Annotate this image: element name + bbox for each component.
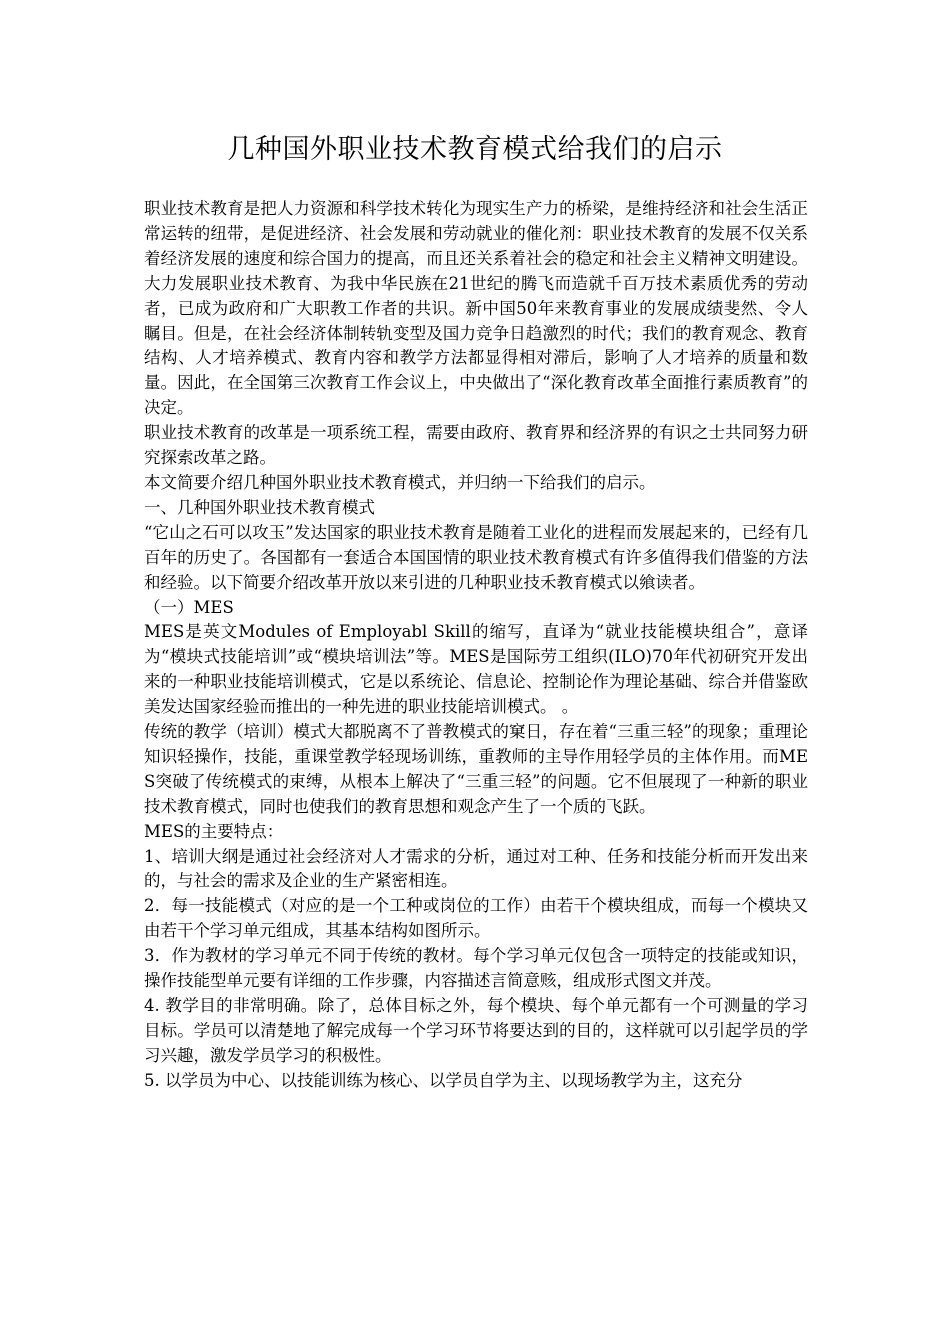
paragraph: 职业技术教育的改革是一项系统工程，需要由政府、教育界和经济界的有识之士共同努力研究探索改革之路。 xyxy=(144,423,808,468)
document-title: 几种国外职业技术教育模式给我们的启示 xyxy=(227,134,723,165)
paragraph: 职业技术教育是把人力资源和科学技术转化为现实生产力的桥梁，是维持经济和社会生活正常运转的纽带，是促进经济、社会发展和劳动就业的催化剂：职业技术教育的发展不仅关系着经济发展的速度和综合国力的提高，而且还关系着社会的稳定和社会主义精神文明建设。大力发展职业技术教育、为我中华民族在21世纪的腾飞而造就千百万技术素质优秀的劳动者，已成为政府和广大职教工作者的共识。新中国50年来教育事业的发展成绩斐然、令人瞩目。但是，在社会经济体制转轨变型及国力竞争日趋激烈的时代；我们的教育观念、教育结构、人才培养模式、教育内容和教学方法都显得相对滞后，影响了人才培养的质量和数量。因此，在全国第三次教育工作会议上，中央做出了“深化教育改革全面推行素质教育”的决定。 xyxy=(144,199,808,418)
paragraph: “它山之石可以攻玉”发达国家的职业技术教育是随着工业化的进程而发展起来的，已经有几百年的历史了。各国都有一套适合本国国情的职业技术教育模式有许多值得我们借鉴的方法和经验。以下简要介绍改革开放以来引进的几种职业技禾教育模式以飨读者。 xyxy=(144,522,808,592)
paragraph: 本文简要介绍几种国外职业技术教育模式，并归纳一下给我们的启示。 xyxy=(144,472,656,492)
list-heading: MES的主要特点： xyxy=(144,821,284,841)
document-body xyxy=(144,197,808,1094)
paragraph: 传统的教学（培训）模式大都脱离不了普教模式的窠日，存在着“三重三轻”的现象；重理论知识轻操作，技能，重课堂教学轻现场训练，重教师的主导作用轻学员的主体作用。而MES突破了传统模式的束缚，从根本上解决了“三重三轻”的问题。它不但展现了一种新的职业技术教育模式，同时也使我们的教育思想和观念产生了一个质的飞跃。 xyxy=(144,722,808,816)
list-item: 2．每一技能模式（对应的是一个工种或岗位的工作）由若干个模块组成，而每一个模块又由若干个学习单元组成，其基本结构如图所示。 xyxy=(144,896,808,941)
paragraph: MES是英文Modules of Employabl Skill的缩写，直译为“就业技能模块组合”，意译为“模块式技能培训”或“模块培训法”等。MES是国际劳工组织(ILO)70年代初研究开发出来的一种职业技能培训模式，它是以系统论、信息论、控制论作为理论基础、综合并借鉴欧美发达国家经验而推出的一种先进的职业技能培训模式。 。 xyxy=(144,622,808,717)
list-item: 1、培训大纲是通过社会经济对人才需求的分析，通过对工种、任务和技能分析而开发出来的，与社会的需求及企业的生产紧密相连。 xyxy=(144,846,808,891)
list-item: 3．作为教材的学习单元不同于传统的教材。每个学习单元仅包含一项特定的技能或知识，操作技能型单元要有详细的工作步骤，内容描述言简意赅，组成形式图文并茂。 xyxy=(144,946,808,991)
subsection-heading: （一）MES xyxy=(144,597,234,617)
section-heading: 一、几种国外职业技术教育模式 xyxy=(144,497,375,517)
list-item: 5. 以学员为中心、以技能训练为核心、以学员自学为主、以现场教学为主，这充分 xyxy=(144,1070,743,1090)
list-item: 4. 教学目的非常明确。除了，总体目标之外，每个模块、每个单元都有一个可测量的学习目标。学员可以清楚地了解完成每一个学习环节将要达到的目的，这样就可以引起学员的学习兴趣，激发学员学习的积极性。 xyxy=(144,996,808,1065)
